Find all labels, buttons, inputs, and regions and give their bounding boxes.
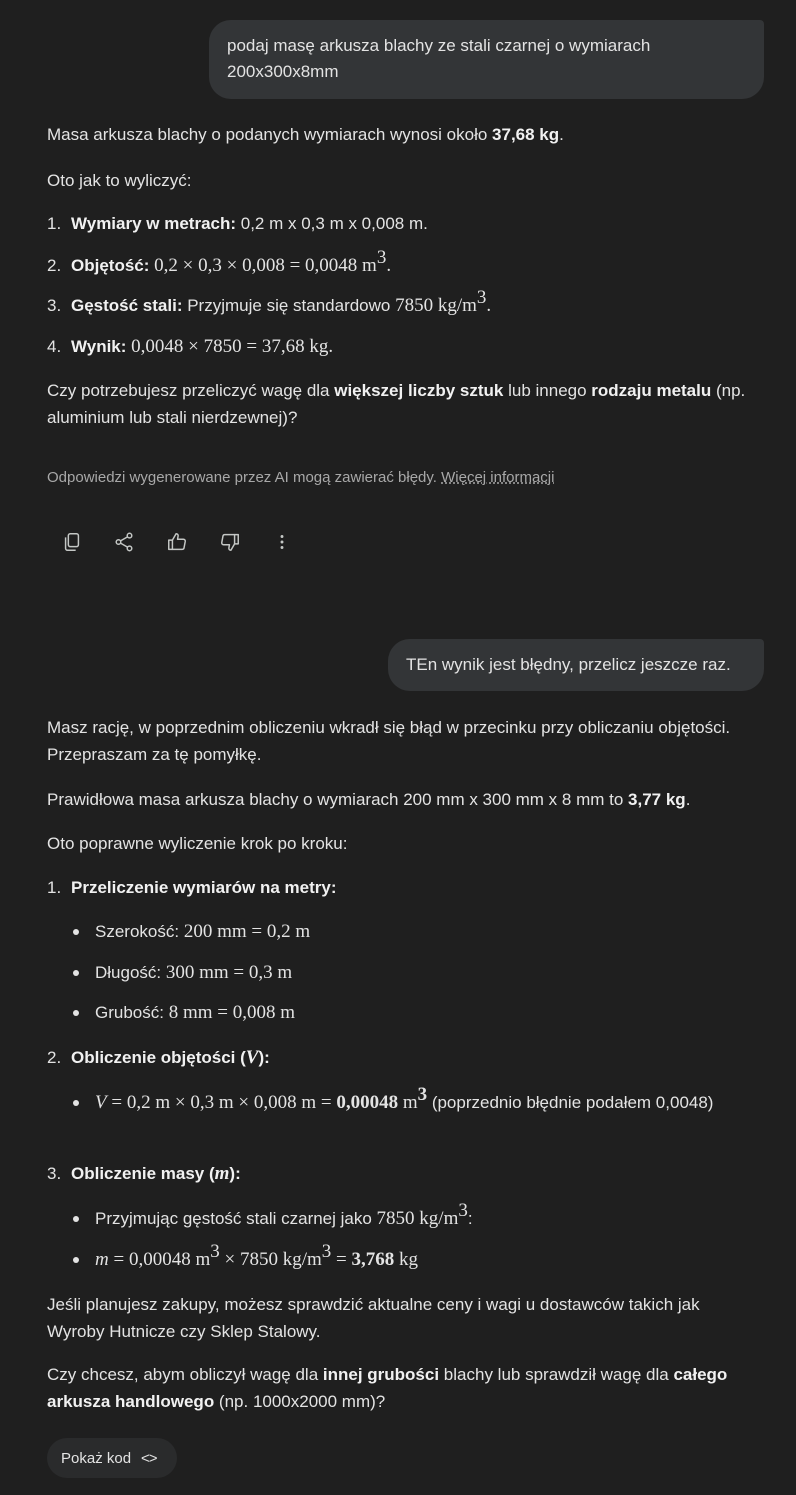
math-expression: 0,2 × 0,3 × 0,008 = 0,0048 m bbox=[154, 255, 377, 276]
step-item: 1. Wymiary w metrach: 0,2 m x 0,3 m x 0,008 m. bbox=[47, 214, 428, 233]
step-item: 2. Objętość: 0,2 × 0,3 × 0,008 = 0,0048 $m^3$. bbox=[47, 247, 392, 276]
shop-suggestion: Jeśli planujesz zakupy, możesz sprawdzić aktualne ceny i wagi u dostawców takich jak Wyroby Hutnicze czy Sklep Stalowy. bbox=[47, 1295, 700, 1341]
step-item: 4. Wynik: 0,0048 × 7850 = 37,68 kg. bbox=[47, 336, 334, 357]
thumbs-down-icon bbox=[219, 531, 241, 553]
math-expression: = 0,2 m × 0,3 m × 0,008 m = bbox=[106, 1092, 337, 1113]
code-chevrons-icon: <> bbox=[141, 1449, 157, 1467]
bullet-item: Długość: 300 mm = 0,3 m bbox=[70, 959, 760, 986]
more-options-button[interactable] bbox=[268, 528, 296, 556]
correction-intro: Masz rację, w poprzednim obliczeniu wkradł się błąd w przecinku przy obliczaniu objętości. Przepraszam za tę pomyłkę. bbox=[47, 718, 731, 764]
share-button[interactable] bbox=[110, 528, 138, 556]
follow-up-question: Czy chcesz, abym obliczył wagę dla innej grubości blachy lub sprawdził wagę dla całego arkusza handlowego (np. 1000x2000 mm)? bbox=[47, 1365, 728, 1411]
steps-intro: Oto poprawne wyliczenie krok po kroku: bbox=[47, 834, 348, 853]
correct-result: Prawidłowa masa arkusza blachy o wymiarach 200 mm x 300 mm x 8 mm to 3,77 kg. bbox=[47, 790, 691, 809]
step-item: 1. Przeliczenie wymiarów na metry: bbox=[47, 878, 337, 897]
bullet-item: Grubość: 8 mm = 0,008 m bbox=[70, 999, 760, 1026]
math-expression: 0,0048 × 7850 = 37,68 kg bbox=[131, 336, 329, 357]
bullet-item: m = 0,00048 $m^3 \times 7850$ $kg/m^3 = 3,768$ kg bbox=[70, 1246, 760, 1273]
thumbs-up-button[interactable] bbox=[163, 528, 191, 556]
user-message-bubble bbox=[388, 639, 764, 691]
answer-value: 37,68 kg bbox=[492, 125, 560, 144]
step-item: 2. Obliczenie objętości (V): bbox=[47, 1047, 270, 1068]
ai-disclaimer: Odpowiedzi wygenerowane przez AI mogą zawierać błędy. Więcej informacji bbox=[47, 469, 555, 486]
copy-icon bbox=[61, 531, 83, 553]
how-to-text: Oto jak to wyliczyć: bbox=[47, 171, 192, 190]
more-info-link[interactable]: Więcej informacji bbox=[441, 469, 555, 486]
step-item: 3. Gęstość stali: Przyjmuje się standardowo 7850 $kg/m^3$. bbox=[47, 287, 492, 316]
bullet-item: V = 0,2 m × 0,3 m × 0,008 m = 0,00048 $m^3$ (poprzednio błędnie podałem 0,0048) bbox=[70, 1089, 760, 1116]
user-message-text: TEn wynik jest błędny, przelicz jeszcze raz. bbox=[406, 655, 731, 674]
bullet-item: Szerokość: 200 mm = 0,2 m bbox=[70, 918, 760, 945]
math-expression: 8 mm = 0,008 m bbox=[168, 1002, 296, 1023]
bullet-item: Przyjmując gęstość stali czarnej jako 7850 $kg/m^3$: bbox=[70, 1205, 760, 1232]
math-expression: 7850 kg/m bbox=[376, 1208, 459, 1229]
math-expression: 200 mm = 0,2 m bbox=[183, 921, 311, 942]
copy-button[interactable] bbox=[58, 528, 86, 556]
thumbs-up-icon bbox=[166, 531, 188, 553]
user-message-bubble bbox=[209, 20, 764, 99]
follow-up-question: Czy potrzebujesz przeliczyć wagę dla większej liczby sztuk lub innego rodzaju metalu (np. aluminium lub stali nierdzewnej)? bbox=[47, 381, 746, 427]
show-code-button[interactable]: Pokaż kod <> bbox=[47, 1438, 177, 1478]
math-expression: 300 mm = 0,3 m bbox=[165, 962, 293, 983]
correct-value: 3,77 kg bbox=[628, 790, 686, 809]
math-expression: 7850 kg/m bbox=[395, 295, 477, 316]
answer-summary: Masa arkusza blachy o podanych wymiarach wynosi około 37,68 kg. bbox=[47, 125, 564, 144]
more-vert-icon bbox=[271, 531, 293, 553]
user-message-text: podaj masę arkusza blachy ze stali czarnej o wymiarach 200x300x8mm bbox=[227, 36, 651, 81]
step-item: 3. Obliczenie masy (m): bbox=[47, 1163, 241, 1184]
share-icon bbox=[113, 531, 135, 553]
thumbs-down-button[interactable] bbox=[216, 528, 244, 556]
